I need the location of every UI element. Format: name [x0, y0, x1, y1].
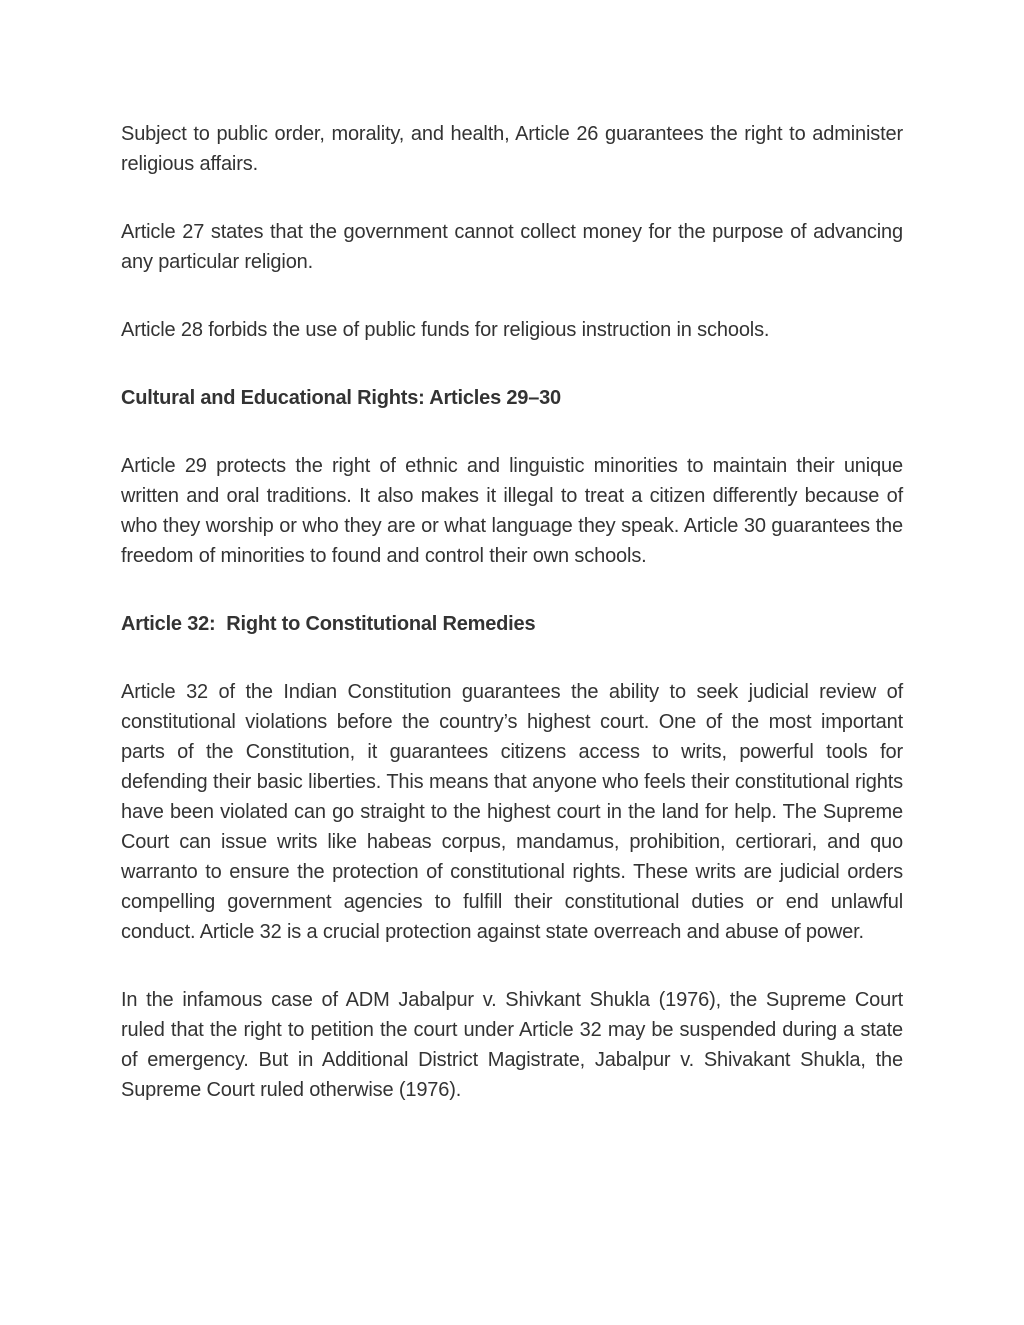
paragraph-article-26: Subject to public order, morality, and health, Article 26 guarantees the right to administer religious affairs. — [121, 123, 903, 175]
paragraph-articles-29-30: Article 29 protects the right of ethnic and linguistic minorities to maintain their unique written and oral traditions. It also makes it illegal to treat a citizen differently because of who they worship or who they are or what language they speak. Article 30 guarantees the freedom of minorities to found and control their own schools. — [121, 455, 903, 567]
document-body — [121, 119, 903, 1143]
paragraph-adm-jabalpur-case: In the infamous case of ADM Jabalpur v. Shivkant Shukla (1976), the Supreme Court ruled that the right to petition the court under Article 32 may be suspended during a state of emergency. But in Additional District Magistrate, Jabalpur v. Shivakant Shukla, the Supreme Court ruled otherwise (1976). — [121, 989, 903, 1101]
paragraph-article-28: Article 28 forbids the use of public funds for religious instruction in schools. — [121, 319, 770, 341]
paragraph-article-27: Article 27 states that the government cannot collect money for the purpose of advancing any particular religion. — [121, 221, 903, 273]
paragraph-article-32: Article 32 of the Indian Constitution guarantees the ability to seek judicial review of constitutional violations before the country’s highest court. One of the most important parts of the Constitution, it guarantees citizens access to writs, powerful tools for defending their basic liberties. This means that anyone who feels their constitutional rights have been violated can go straight to the highest court in the land for help. The Supreme Court can issue writs like habeas corpus, mandamus, prohibition, certiorari, and quo warranto to ensure the protection of constitutional rights. These writs are judicial orders compelling government agencies to fulfill their constitutional duties or end unlawful conduct. Article 32 is a crucial protection against state overreach and abuse of power. — [121, 681, 903, 943]
heading-cultural-educational-rights: Cultural and Educational Rights: Articles 29–30 — [121, 387, 561, 409]
heading-article-32: Article 32: Right to Constitutional Remedies — [121, 613, 536, 635]
